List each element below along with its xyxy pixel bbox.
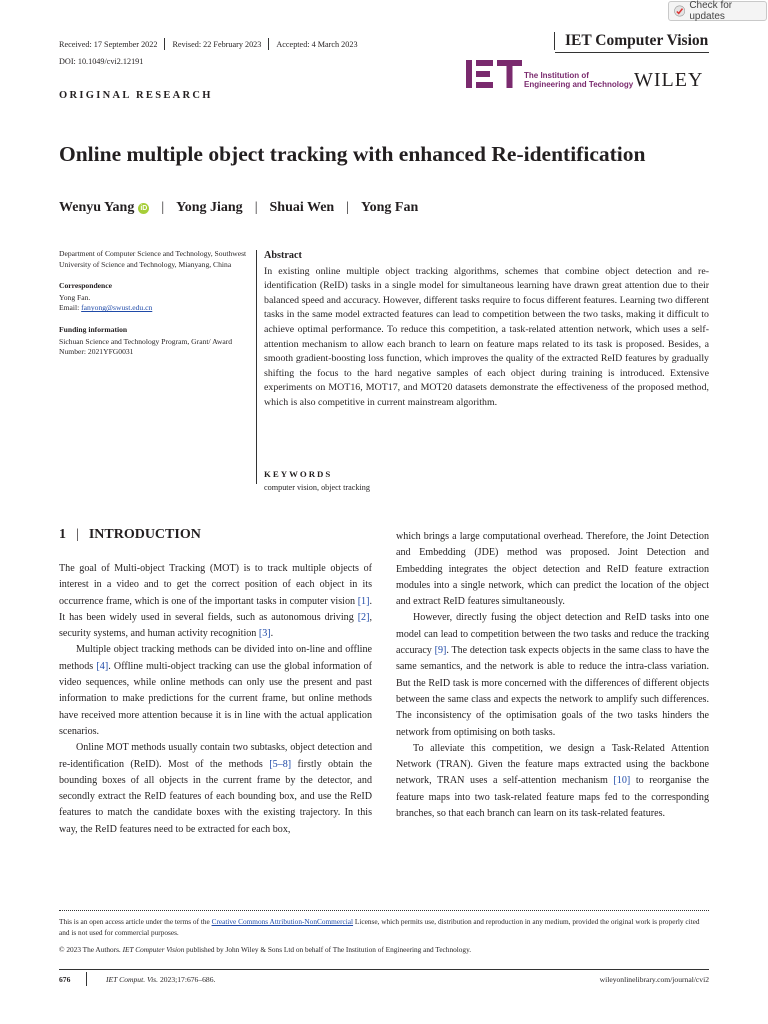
affiliation: Department of Computer Science and Technology, Southwest University of Science and Technology, Mianyang, China [59, 249, 247, 269]
orcid-icon[interactable]: iD [140, 204, 148, 212]
iet-name: The Institution of Engineering and Technology [524, 71, 634, 89]
article-type: ORIGINAL RESEARCH [59, 90, 213, 101]
author-name[interactable]: Yong Fan [361, 200, 419, 215]
journal-url[interactable]: wileyonlinelibrary.com/journal/cvi2 [599, 975, 709, 984]
email-link[interactable]: fanyong@swust.edu.cn [81, 303, 153, 313]
paragraph: which brings a large computational overhead. Therefore, the Joint Detection and Embedding (JDE) method was proposed. Joint Detection and Embedding integrates the object detection and ReID feature extraction modules into a single network, which can predict the location of the object and extract ReID features simultaneously. [396, 531, 709, 608]
author-name[interactable]: Shuai Wen [269, 200, 335, 215]
received-date: Received: 17 September 2022 [59, 39, 158, 49]
paragraph: Multiple object tracking methods can be divided into on-line and offline methods [4]. Offline multi-object tracking can use the global information of video sequences, while online methods can only use the present and past information to make predictions for the current frame, but online methods have received more attention because it is in line with the actual application scenarios. [59, 644, 372, 737]
paragraph: Online MOT methods usually contain two subtasks, object detection and re-identification (ReID). Most of the methods [5–8] firstly obtain the bounding boxes of all objects in the current frame by the detector, and secondly extract the ReID features of each bounding box, and use the ReID features to match the candidate boxes with the existing trajectory. In this way, the ReID features need to be extracted for each box, [59, 742, 373, 835]
iet-logo [466, 60, 522, 88]
revised-date: Revised: 22 February 2023 [172, 39, 262, 49]
paragraph: The goal of Multi-object Tracking (MOT) is to track multiple objects of interest in a video and to get the correct position of each object in its occurrence frame, which is one of the important tasks in computer vision [1]. It has been widely used in several fields, such as autonomous driving [2], security systems, and human activity recognition [3]. [59, 563, 372, 640]
author-list [59, 200, 418, 216]
correspondence-email [59, 303, 249, 314]
reference-link[interactable]: [10] [613, 775, 631, 787]
paragraph: To alleviate this competition, we design a Task-Related Attention Network (TRAN). Given the feature maps extracted using the backbone network, TRAN uses a self-attention mechanism [10] to reorganise the feature maps into two task-related feature maps fed to the corresponding branches, so that each branch can learn on its task-related features. [396, 742, 710, 820]
author-separator: | [346, 200, 350, 215]
reference-link[interactable]: [5–8] [269, 758, 292, 770]
body-column-left [59, 561, 372, 838]
funding-text: Sichuan Science and Technology Program, Grant/ Award Number: 2021YFG0031 [59, 336, 233, 357]
section-number: 1 [59, 527, 66, 542]
keywords-heading: KEYWORDS [264, 469, 333, 479]
reference-link[interactable]: [1] [357, 595, 370, 607]
date-separator [268, 38, 269, 50]
crossmark-icon [674, 5, 685, 17]
article-title: Online multiple object tracking with enhanced Re-identification [59, 142, 646, 166]
body-column-right [396, 529, 709, 822]
correspondence-heading: Correspondence [59, 281, 113, 291]
email-label: Email: [59, 303, 82, 313]
page-number: 676 [59, 975, 71, 984]
author-name[interactable]: Wenyu Yang [59, 200, 135, 215]
license-footnote [59, 916, 711, 955]
check-for-updates-button[interactable] [668, 1, 767, 21]
license-text: This is an open access article under the terms of the Creative Commons Attribution-NonCommercial License, which permits use, distribution and reproduction in any medium, provided the original work is properly cited and is not used for commercial purposes. [59, 917, 700, 938]
abstract-text: In existing online multiple object tracking algorithms, schemes that combine object detection and re-identification (ReID) tasks in a single model for simultaneous learning have drawn great attention due to their balanced speed and accuracy. However, different tasks require to focus different features. Learning two different tasks in the same model extracted features can lead to competition between the two tasks, making it difficult to achieve optimal performance. To reduce this competition, a task-related attention network, which uses a self-attention mechanism to allow each branch to learn on feature maps related to its task is proposed. Besides, a smooth gradient-boosting loss function, which improves the quality of the extracted ReID features by gradually shifting the focus to the hard negative samples of each object during training is introduced. Extensive experiments on MOT16, MOT17, and MOT20 datasets demonstrate the effectiveness of the proposed method, which is also competitive in current mainstream algorithm. [264, 265, 709, 408]
accepted-date: Accepted: 4 March 2023 [276, 39, 358, 49]
license-link[interactable]: Creative Commons Attribution-NonCommercial [211, 917, 354, 926]
footer-rule [59, 969, 709, 970]
wiley-logo: WILEY [634, 69, 704, 91]
keywords: computer vision, object tracking [264, 483, 370, 492]
section-heading [59, 527, 201, 543]
check-for-updates-label: Check for updates [689, 0, 733, 22]
reference-link[interactable]: [3] [258, 628, 271, 640]
reference-link[interactable]: [9] [434, 645, 447, 657]
paragraph: However, directly fusing the object detection and ReID tasks into one model can lead to competition between the two tasks and reduce the tracking accuracy [9]. The detection task expects objects in the same class to have the same semantics, and the network is able to reduce the intra-class variation. But the ReID task is more concerned with the differences of different objects between the same class and expects the network to amplify such differences. The inconsistency of the optimisation goals of the two tasks hinders the network from optimising on both tasks. [396, 612, 709, 738]
journal-title: IET Computer Vision [554, 32, 708, 50]
footnote-divider [59, 910, 709, 911]
author-separator: | [161, 200, 165, 215]
abstract [264, 249, 709, 411]
reference-link[interactable]: [4] [96, 660, 109, 672]
abstract-heading: Abstract [264, 250, 302, 261]
correspondence-name: Yong Fan. [59, 292, 91, 302]
citation: IET Comput. Vis. 2023;17:676–686. [106, 975, 216, 984]
funding-heading: Funding information [59, 324, 128, 334]
copyright-text: © 2023 The Authors. IET Computer Vision published by John Wiley & Sons Ltd on behalf of The Institution of Engineering and Technology. [59, 944, 472, 954]
section-separator: | [76, 527, 79, 542]
column-divider [256, 250, 257, 484]
article-dates [59, 38, 358, 50]
doi[interactable]: DOI: 10.1049/cvi2.12191 [59, 57, 144, 66]
journal-rule [555, 52, 709, 53]
article-metadata [59, 249, 249, 358]
reference-link[interactable]: [2] [357, 611, 370, 623]
author-name[interactable]: Yong Jiang [176, 200, 243, 215]
author-separator: | [254, 200, 258, 215]
footer-separator [86, 972, 87, 986]
section-title: INTRODUCTION [88, 527, 201, 542]
date-separator [164, 38, 165, 50]
